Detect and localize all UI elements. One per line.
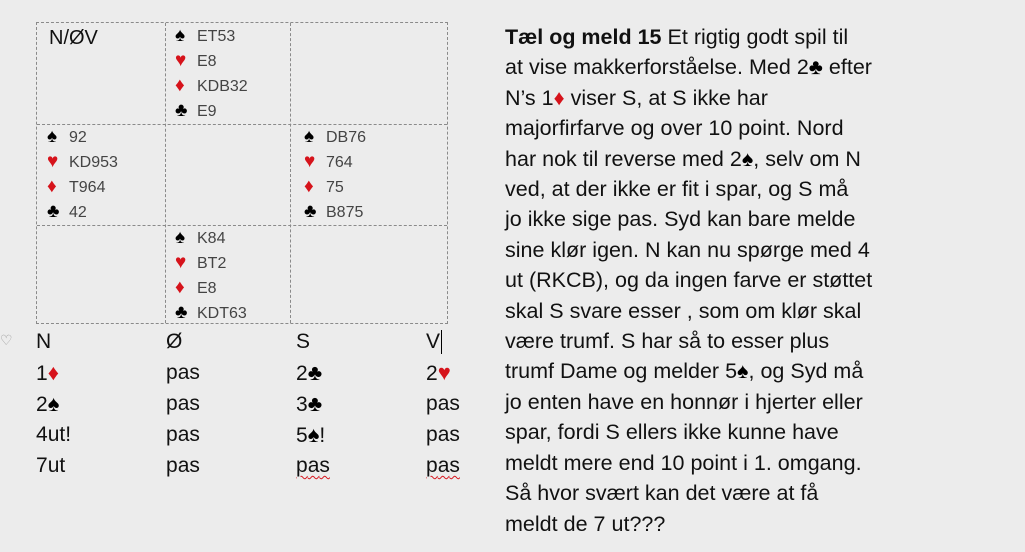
article-line: majorfirfarve og over 10 point. Nord: [505, 116, 844, 141]
club-icon: ♣: [47, 201, 60, 222]
club-icon: ♣: [808, 55, 823, 80]
heart-icon: ♥: [437, 360, 451, 385]
north-diamonds: KDB32: [197, 78, 248, 95]
west-diamonds: T964: [69, 179, 106, 196]
south-spades: K84: [197, 230, 226, 247]
auction-call: pas: [166, 423, 200, 446]
south-hearts: BT2: [197, 255, 227, 272]
auction-header: N: [36, 330, 52, 353]
auction-call: 1♦: [36, 360, 59, 385]
article-line: skal S svare esser , som om klør skal: [505, 298, 862, 323]
east-diamonds: 75: [326, 179, 344, 196]
auction-call: pas: [426, 423, 460, 446]
south-clubs: KDT63: [197, 305, 247, 322]
auction-call: pas: [426, 454, 460, 477]
grid-divider: [165, 23, 166, 323]
article-line: jo ikke sige pas. Syd kan bare melde: [505, 207, 856, 232]
north-spades: ET53: [197, 28, 236, 45]
article-line: meldt de 7 ut???: [505, 511, 666, 536]
spade-icon: ♠: [175, 227, 186, 248]
club-icon: ♣: [304, 201, 317, 222]
diamond-icon: ♦: [553, 85, 565, 110]
auction-header: S: [296, 330, 311, 353]
text-cursor: [441, 330, 442, 354]
east-hearts: 764: [326, 154, 353, 171]
article-line: at vise makkerforståelse. Med 2♣ efter: [505, 55, 872, 80]
article-line: ved, at der ikke er fit i spar, og S må: [505, 177, 849, 202]
article-line: meldt mere end 10 point i 1. omgang.: [505, 450, 862, 475]
auction-call: 2♣: [296, 360, 323, 385]
auction-call: 7ut: [36, 454, 66, 477]
article-line: være trumf. S har så to esser plus: [505, 329, 830, 354]
auction-header: Ø: [166, 330, 183, 353]
article-line: jo enten have en honnør i hjerter eller: [505, 389, 863, 414]
article-line: sine klør igen. N kan nu spørge med 4: [505, 237, 870, 262]
article-line: har nok til reverse med 2♠, selv om N: [505, 146, 861, 171]
auction-call: 5♠!: [296, 422, 326, 447]
west-hearts: KD953: [69, 154, 118, 171]
heart-icon: ♥: [175, 50, 187, 71]
west-spades: 92: [69, 129, 87, 146]
hand-south: [175, 225, 247, 325]
article-line: trumf Dame og melder 5♠, og Syd må: [505, 359, 864, 384]
article-line: spar, fordi S ellers ikke kunne have: [505, 420, 839, 445]
article-line: Tæl og meld 15 Et rigtig godt spil til: [505, 25, 849, 49]
deal-diagram: [36, 22, 448, 324]
club-icon: ♣: [307, 360, 323, 385]
club-icon: ♣: [175, 302, 188, 323]
auction-call: pas: [166, 454, 200, 477]
spade-icon: ♠: [47, 126, 58, 147]
heart-icon: ♥: [47, 151, 59, 172]
auction-call: 4ut!: [36, 423, 72, 446]
east-clubs: B875: [326, 204, 364, 221]
auction-header: V: [426, 330, 441, 353]
auction-call: pas: [426, 392, 460, 415]
diamond-icon: ♦: [47, 176, 57, 197]
auction-call: pas: [296, 454, 330, 477]
spade-icon: ♠: [737, 359, 749, 384]
hand-north: [175, 23, 248, 123]
west-clubs: 42: [69, 204, 87, 221]
spade-icon: ♠: [47, 391, 60, 416]
north-hearts: E8: [197, 53, 217, 70]
spade-icon: ♠: [307, 422, 320, 447]
club-icon: ♣: [307, 391, 323, 416]
grid-divider: [290, 23, 291, 323]
heart-outline-icon: ♡: [0, 332, 13, 348]
article-title: Tæl og meld 15: [505, 25, 662, 49]
south-diamonds: E8: [197, 280, 217, 297]
auction-call: 2♥: [426, 360, 451, 385]
heart-icon: ♥: [304, 151, 316, 172]
diamond-icon: ♦: [175, 277, 185, 298]
spade-icon: ♠: [304, 126, 315, 147]
article-line: N’s 1♦ viser S, at S ikke har: [505, 85, 768, 110]
auction-call: pas: [166, 361, 200, 384]
heart-icon: ♥: [175, 252, 187, 273]
auction-call: 3♣: [296, 391, 323, 416]
spade-icon: ♠: [741, 146, 754, 171]
diamond-icon: ♦: [175, 75, 185, 96]
north-clubs: E9: [197, 103, 217, 120]
article-line: ut (RKCB), og da ingen farve er støttet: [505, 268, 873, 293]
hand-east: [304, 124, 366, 224]
diamond-icon: ♦: [47, 360, 59, 385]
article-text: [505, 22, 1005, 539]
spade-icon: ♠: [175, 25, 186, 46]
east-spades: DB76: [326, 129, 367, 146]
club-icon: ♣: [175, 100, 188, 121]
hand-west: [47, 124, 118, 224]
auction-call: pas: [166, 392, 200, 415]
diamond-icon: ♦: [304, 176, 314, 197]
auction-call: 2♠: [36, 391, 60, 416]
article-line: Så hvor svært kan det være at få: [505, 481, 819, 506]
dealer-vulnerability-label: N/ØV: [49, 27, 98, 49]
